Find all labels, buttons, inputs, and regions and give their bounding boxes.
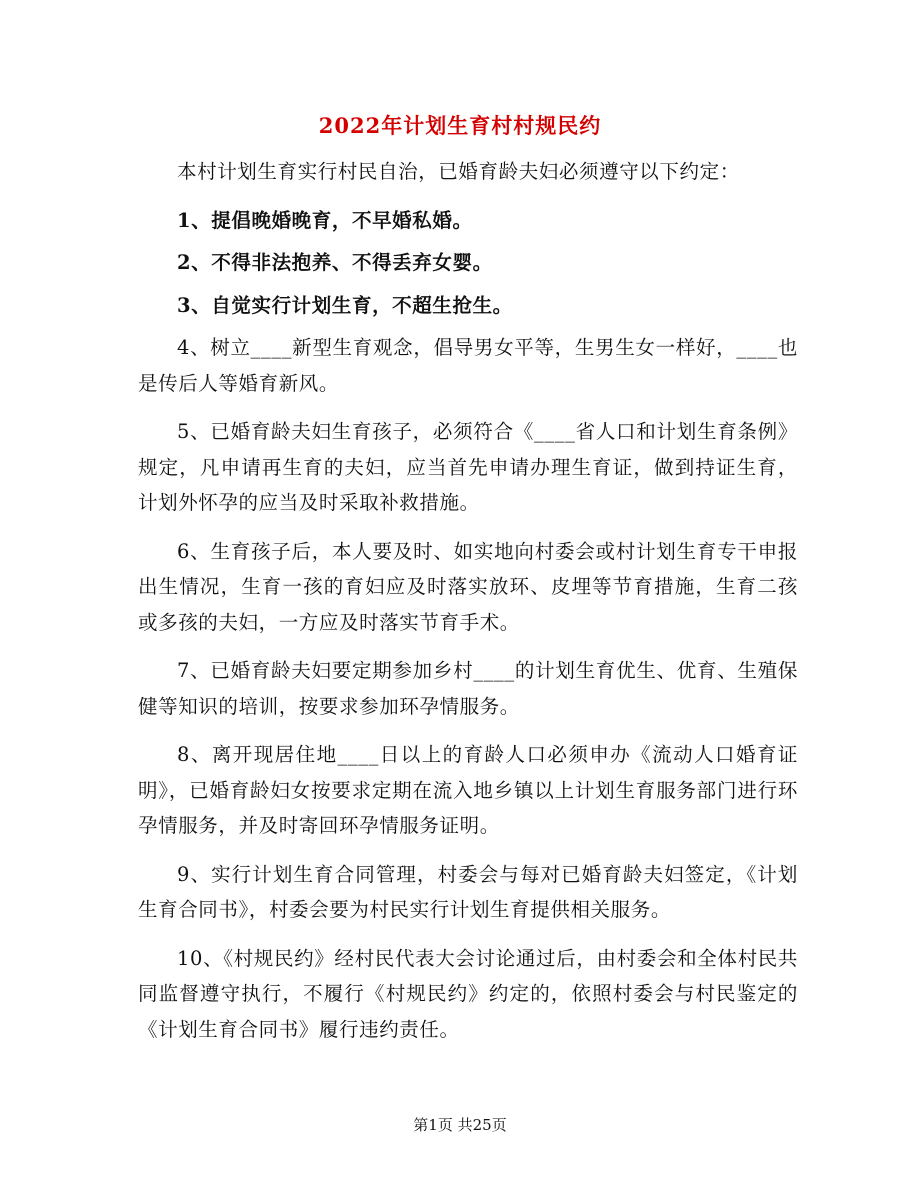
rule-item-2: 2、不得非法抱养、不得丢弃女婴。 (177, 251, 493, 274)
rule-item-8: 8、离开现居住地____日以上的育龄人口必须申办《流动人口婚育证明》，已婚育龄妇女按要求定期在流入地乡镇以上计划生育服务部门进行环孕情服务，并及时寄回环孕情服务证明。 (138, 743, 798, 837)
rule-item-1: 1、提倡晚婚晚育，不早婚私婚。 (177, 208, 473, 232)
rule-item-9: 9、实行计划生育合同管理，村委会与每对已婚育龄夫妇签定，《计划生育合同书》，村委会要为村民实行计划生育提供相关服务。 (138, 862, 798, 921)
rule-item-10: 10、《村规民约》经村民代表大会讨论通过后，由村委会和全体村民共同监督遵守执行，不履行《村规民约》约定的，依照村委会与村民鉴定的《计划生育合同书》履行违约责任。 (138, 946, 798, 1041)
intro-paragraph: 本村计划生育实行村民自治，已婚育龄夫妇必须遵守以下约定： (177, 160, 740, 183)
rule-item-5: 5、已婚育龄夫妇生育孩子，必须符合《____省人口和计划生育条例》规定，凡申请再生育的夫妇，应当首先申请办理生育证，做到持证生育，计划外怀孕的应当及时采取补救措施。 (138, 420, 798, 514)
rule-item-7: 7、已婚育龄夫妇要定期参加乡村____的计划生育优生、优育、生殖保健等知识的培训，按要求参加环孕情服务。 (138, 659, 798, 718)
rule-item-3: 3、自觉实行计划生育，不超生抢生。 (177, 293, 513, 317)
document-body (138, 154, 798, 1060)
document-title: 2022年计划生育村村规民约 (318, 113, 602, 138)
page-number-footer: 第1页 共25页 (413, 1116, 507, 1134)
rule-item-4: 4、树立____新型生育观念，倡导男女平等，生男生女一样好，____也是传后人等婚育新风。 (138, 336, 798, 395)
rule-item-6: 6、生育孩子后，本人要及时、如实地向村委会或村计划生育专干申报出生情况，生育一孩的育妇应及时落实放环、皮埋等节育措施，生育二孩或多孩的夫妇，一方应及时落实节育手术。 (138, 539, 798, 634)
